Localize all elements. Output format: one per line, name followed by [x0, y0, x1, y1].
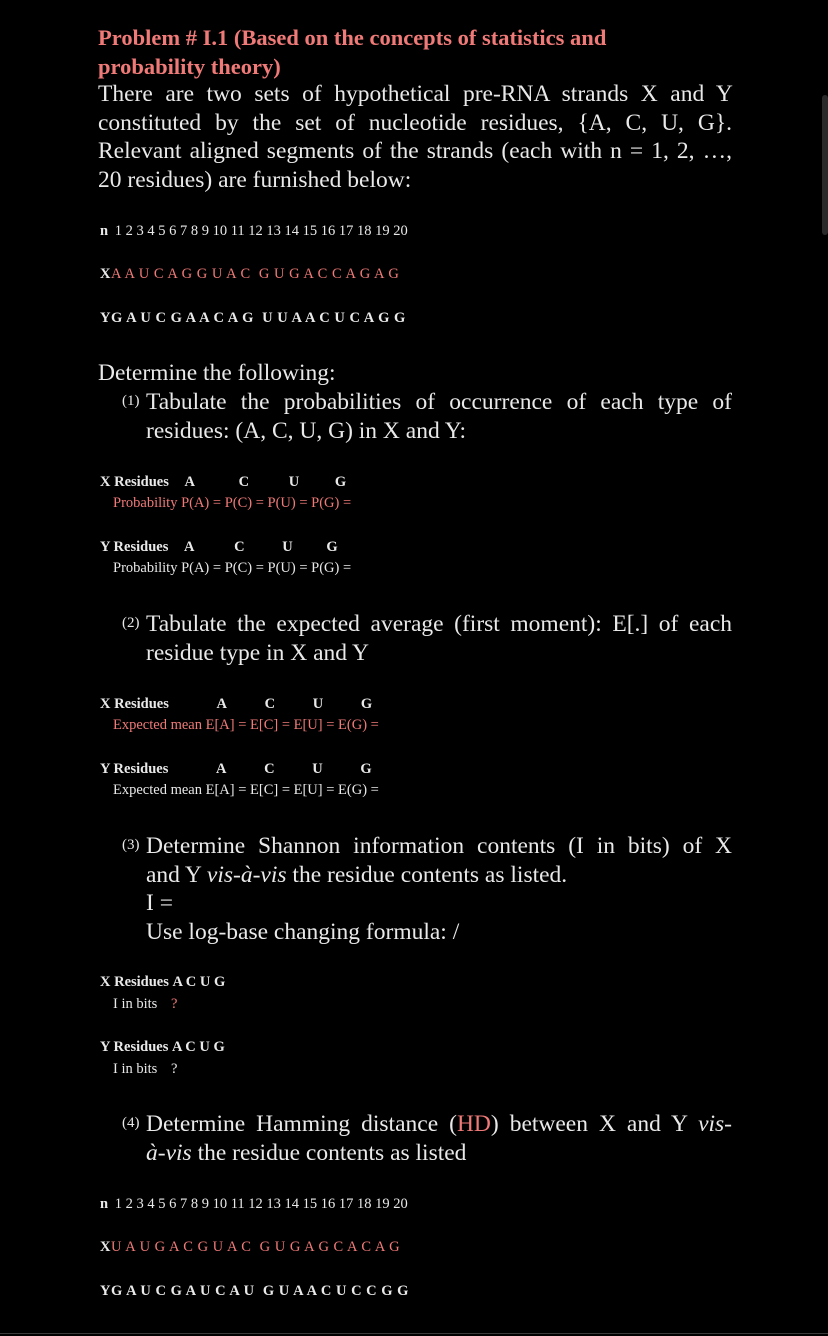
q3-line2-c: the residue contents as listed. — [286, 861, 568, 888]
table2-y-header-label: Y Residues — [100, 761, 169, 777]
table2-y-col-a: A — [215, 761, 227, 777]
intro-line4: 20 residues) are furnished below: — [98, 166, 412, 193]
table1-x-header — [100, 473, 346, 491]
q2-number: (2) — [122, 615, 140, 631]
q4-line1-italic: vis- — [698, 1111, 732, 1137]
seq1-n-label: n — [100, 223, 109, 239]
table1-y-col-g: G — [326, 539, 338, 555]
q2-line2: residue type in X and Y — [146, 639, 369, 666]
intro-line3: Relevant aligned segments of the strands (each with n = 1, 2, …, — [98, 138, 732, 164]
seq1-y-sequence: G A U C G A A C A G U U A A C U C A G G — [110, 310, 406, 326]
seq1-x-row — [100, 265, 399, 283]
table3-y-row-value: ? — [170, 1061, 178, 1077]
table2-y-col-g: G — [360, 761, 372, 777]
table1-y-col-c: C — [234, 539, 245, 555]
table2-x-mean-row: Expected mean E[A] = E[C] = E[U] = E(G) = — [113, 717, 379, 733]
table2-y-mean-row: Expected mean E[A] = E[C] = E[U] = E(G) = — [113, 782, 379, 798]
table3-x-cols: A C U G — [172, 974, 226, 990]
seq1-y-row — [100, 309, 406, 327]
seq1-n-values: 1 2 3 4 5 6 7 8 9 10 11 12 13 14 15 16 17 18 19 20 — [114, 223, 408, 239]
seq1-x-sequence: A A U C A G G U A C G U G A C C A G A G — [110, 266, 400, 282]
q4-line1-a: Determine Hamming distance ( — [146, 1111, 457, 1137]
table1-y-col-u: U — [282, 539, 293, 555]
q2-text — [146, 610, 732, 667]
q1-line2: residues: (A, C, U, G) in X and Y: — [146, 417, 467, 444]
seq2-x-label: X — [100, 1239, 111, 1255]
seq2-x-sequence: U A U G A C G U A C G U G A G C A C A G — [110, 1239, 401, 1255]
q3-text — [146, 832, 732, 946]
table1-x-probability-row: Probability P(A) = P(C) = P(U) = P(G) = — [113, 495, 352, 511]
determine-heading: Determine the following: — [98, 360, 336, 386]
table3-x-row-label: I in bits — [113, 996, 158, 1012]
q1-number: (1) — [122, 393, 140, 409]
table2-y-col-u: U — [312, 761, 323, 777]
q4-line2-b: the residue contents as listed — [191, 1139, 467, 1166]
q3-line3: I = — [146, 890, 173, 916]
seq1-n-row — [100, 222, 408, 240]
q3-line2-italic: vis-à-vis — [206, 861, 287, 888]
problem-title-line2: probability theory) — [98, 54, 281, 79]
table1-y-col-a: A — [183, 539, 195, 555]
table2-x-col-c: C — [264, 696, 276, 712]
seq1-y-label: Y — [100, 310, 111, 326]
q3-number: (3) — [122, 837, 140, 853]
q3-line1: Determine Shannon information contents (I in bits) of X — [146, 833, 732, 859]
table2-y-header — [100, 760, 372, 778]
table2-x-col-g: G — [360, 696, 373, 712]
q4-line2-italic: à-vis — [146, 1139, 192, 1166]
table1-x-col-c: C — [238, 474, 250, 490]
q3-line2-a: and Y — [146, 861, 207, 888]
table3-y-header — [100, 1038, 225, 1056]
table3-y-header-label: Y Residues — [100, 1039, 169, 1055]
table2-y-col-c: C — [264, 761, 275, 777]
q4-line1 — [146, 1110, 732, 1139]
table3-x-header-label: X Residues — [100, 974, 169, 990]
table3-x-row — [113, 995, 177, 1013]
table2-x-header — [100, 695, 372, 713]
q1-text — [146, 388, 732, 445]
q4-number: (4) — [122, 1115, 140, 1131]
table1-y-probability-row: Probability P(A) = P(C) = P(U) = P(G) = — [113, 560, 352, 576]
seq2-n-label: n — [100, 1196, 109, 1212]
table3-y-row-label: I in bits — [113, 1061, 158, 1077]
q2-line1: Tabulate the expected average (first moment): E[.] of each — [146, 611, 732, 637]
intro-line1: There are two sets of hypothetical pre-RNA strands X and Y — [98, 81, 732, 107]
seq2-y-row — [100, 1282, 409, 1300]
table2-x-header-label: X Residues — [100, 696, 169, 712]
bottom-divider — [0, 1333, 828, 1334]
intro-paragraph — [98, 80, 732, 194]
q4-hd-abbrev: HD — [456, 1111, 491, 1137]
q1-line1: Tabulate the probabilities of occurrence of each type of — [146, 389, 732, 415]
seq2-y-sequence: G A U C G A U C A U G U A A C U C C G G — [110, 1283, 409, 1299]
table1-y-header-label: Y Residues — [100, 539, 169, 555]
table3-y-row — [113, 1060, 177, 1078]
intro-line2: constituted by the set of nucleotide residues, {A, C, U, G}. — [98, 109, 732, 136]
q4-line1-b: ) between X and Y — [490, 1111, 699, 1137]
table2-x-col-u: U — [312, 696, 324, 712]
table3-y-cols: A C U G — [171, 1039, 225, 1055]
table1-x-col-g: G — [334, 474, 347, 490]
scrollbar[interactable] — [822, 95, 828, 235]
problem-title-line1: Problem # I.1 (Based on the concepts of statistics and — [98, 25, 607, 50]
q3-line2 — [146, 861, 732, 890]
q4-text — [146, 1110, 732, 1167]
table1-x-col-u: U — [288, 474, 300, 490]
table1-x-header-label: X Residues — [100, 474, 169, 490]
q3-line4: Use log-base changing formula: / — [146, 918, 460, 945]
table3-x-header — [100, 973, 225, 991]
seq2-n-values: 1 2 3 4 5 6 7 8 9 10 11 12 13 14 15 16 17 18 19 20 — [114, 1196, 408, 1212]
q4-line2 — [146, 1139, 732, 1168]
table1-y-header — [100, 538, 338, 556]
table1-x-col-a: A — [184, 474, 195, 490]
seq2-y-label: Y — [100, 1283, 111, 1299]
seq2-x-row — [100, 1238, 400, 1256]
seq2-n-row — [100, 1195, 408, 1213]
table3-x-row-value: ? — [170, 996, 178, 1012]
table2-x-col-a: A — [216, 696, 227, 712]
seq1-x-label: X — [100, 266, 111, 282]
